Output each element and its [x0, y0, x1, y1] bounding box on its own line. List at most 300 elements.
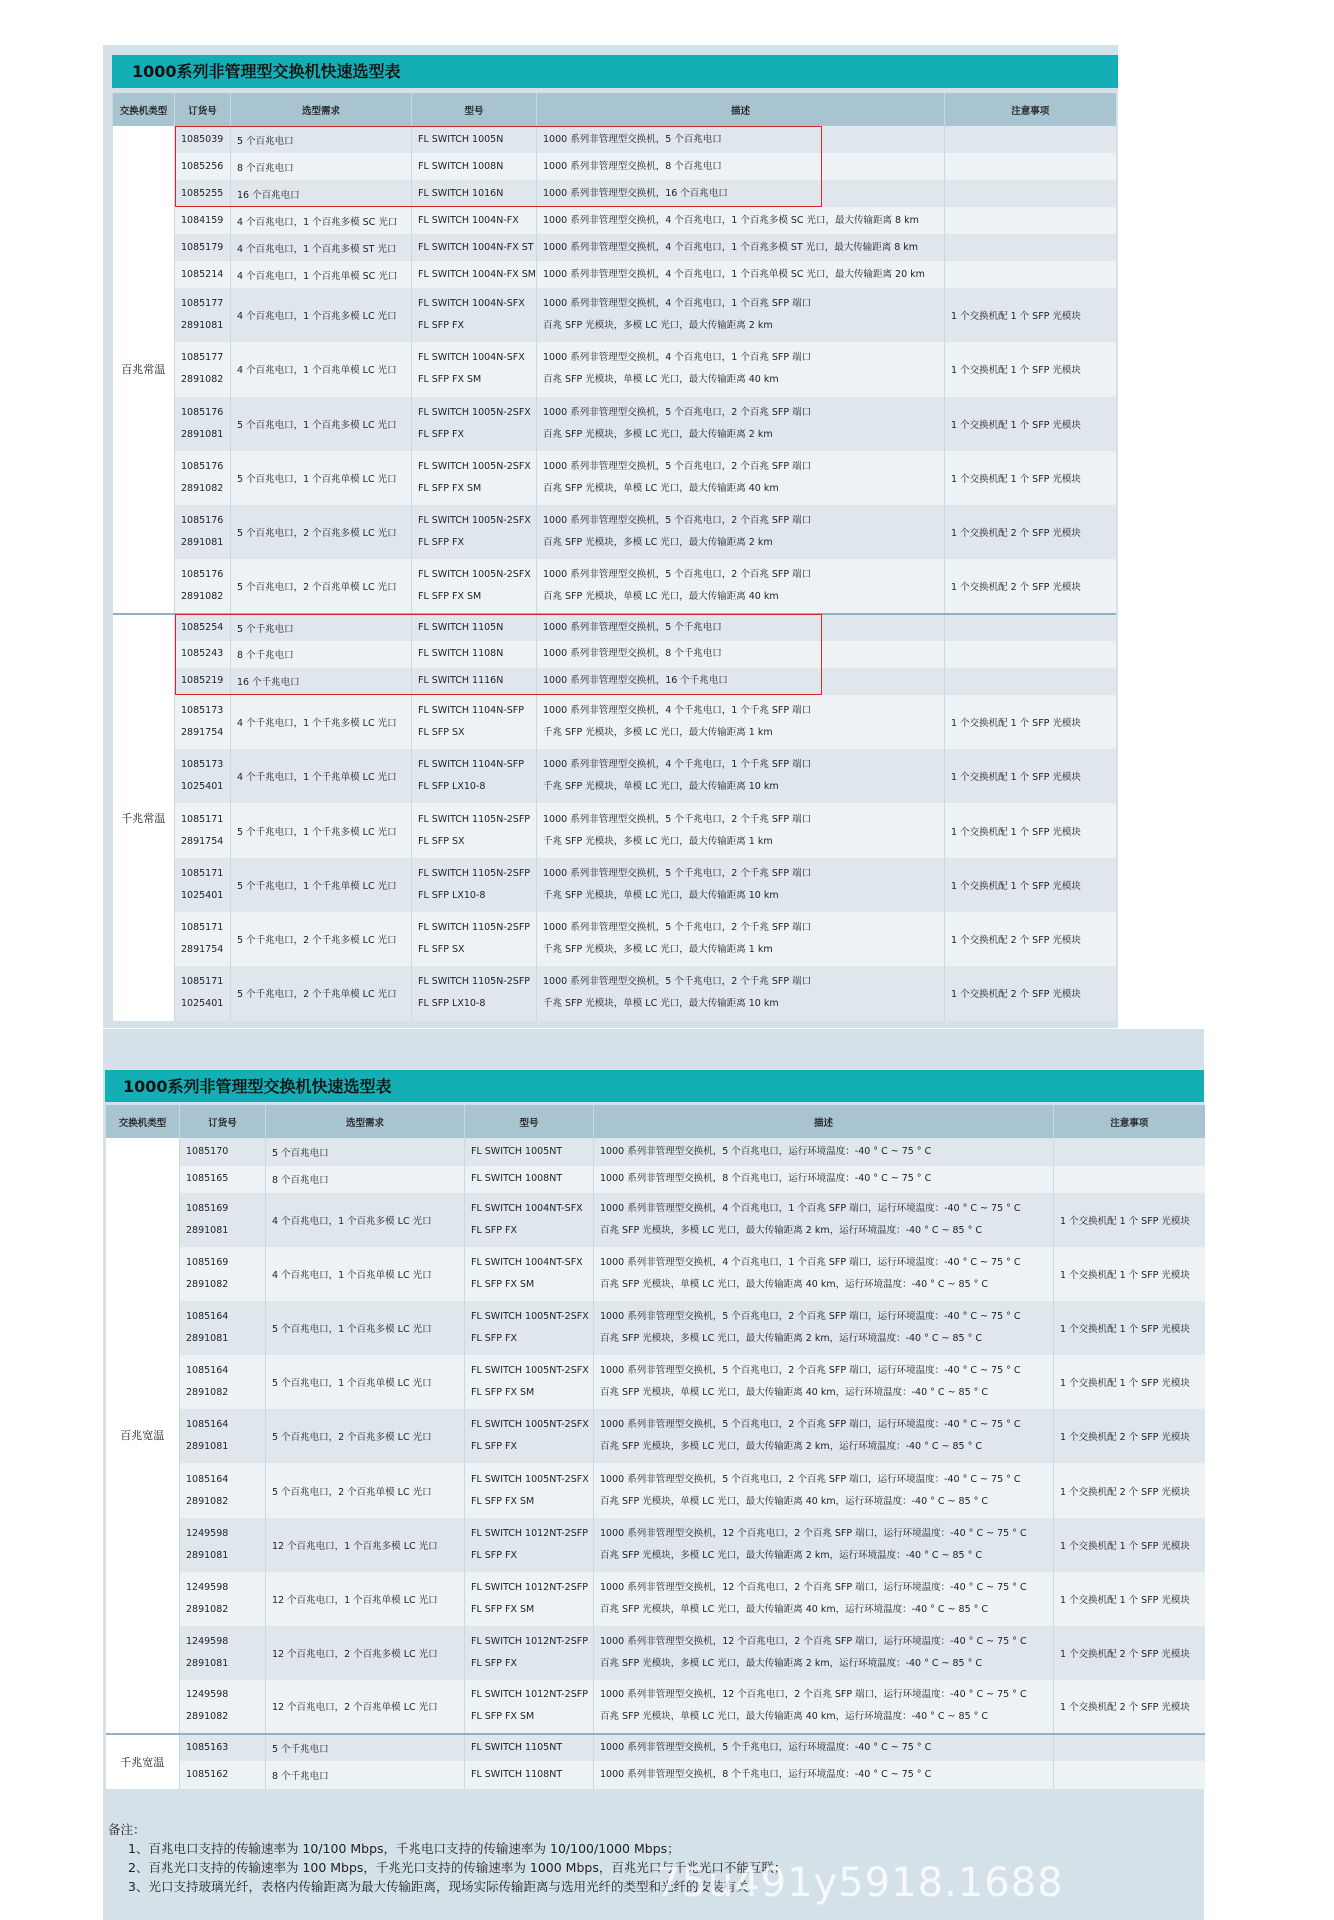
model-line: FL SWITCH 1004NT-SFX: [471, 1257, 583, 1269]
order-number-line: 1085170: [186, 1145, 229, 1157]
order-number: [175, 261, 231, 288]
order-number: [175, 559, 231, 613]
selection-table-panel-2: [103, 1029, 1204, 1920]
order-number: [175, 668, 231, 695]
order-number-line: 1085169: [186, 1257, 229, 1269]
order-number-line: 2891081: [186, 1549, 229, 1561]
description: [594, 1247, 1054, 1301]
description: [537, 912, 945, 966]
order-number-line: 1085163: [186, 1742, 229, 1754]
note: 1 个交换机配 1 个 SFP 光模块: [945, 695, 1116, 749]
order-number-line: 2891082: [186, 1387, 229, 1399]
model-line: FL SFP LX10-8: [418, 889, 486, 901]
description-line: 1000 系列非管理型交换机，5 个百兆电口，2 个百兆 SFP 端口，运行环境温度：-40 ° C ~ 75 ° C: [600, 1473, 1021, 1485]
model: [412, 695, 537, 749]
model-line: FL SWITCH 1005N-2SFX: [418, 461, 531, 473]
model-line: FL SFP SX: [418, 944, 465, 956]
description-line: 百兆 SFP 光模块，多模 LC 光口，最大传输距离 2 km，运行环境温度：-40 ° C ~ 85 ° C: [600, 1225, 983, 1237]
order-number: [175, 397, 231, 451]
description-line: 千兆 SFP 光模块，多模 LC 光口，最大传输距离 1 km: [543, 726, 773, 738]
description: [537, 288, 945, 342]
model-line: FL SFP FX SM: [418, 374, 482, 386]
table-row: [113, 234, 1116, 261]
note: [945, 614, 1116, 641]
model-line: FL SWITCH 1004N-SFX: [418, 298, 525, 310]
description: [537, 749, 945, 803]
model: [412, 153, 537, 180]
order-number-line: 1085171: [181, 813, 224, 825]
order-number: [175, 451, 231, 505]
model-line: FL SWITCH 1005N-2SFX: [418, 569, 531, 581]
note: 1 个交换机配 1 个 SFP 光模块: [945, 397, 1116, 451]
model: [465, 1463, 594, 1517]
order-number-line: 1085164: [186, 1419, 229, 1431]
order-number-line: 1085176: [181, 406, 224, 418]
note: [945, 641, 1116, 668]
model-line: FL SWITCH 1108N: [418, 648, 504, 660]
description-line: 百兆 SFP 光模块，多模 LC 光口，最大传输距离 2 km，运行环境温度：-40 ° C ~ 85 ° C: [600, 1333, 983, 1345]
order-number-line: 1085173: [181, 704, 224, 716]
model-line: FL SFP FX: [471, 1225, 517, 1237]
description-line: 1000 系列非管理型交换机，16 个百兆电口: [543, 187, 728, 199]
order-number-line: 1085177: [181, 298, 224, 310]
model-line: FL SFP FX SM: [471, 1495, 535, 1507]
model: [465, 1138, 594, 1166]
model: [412, 451, 537, 505]
description: [537, 641, 945, 668]
description-line: 百兆 SFP 光模块，多模 LC 光口，最大传输距离 2 km，运行环境温度：-40 ° C ~ 85 ° C: [600, 1657, 983, 1669]
note-item: 3、光口支持玻璃光纤，表格内传输距离为最大传输距离，现场实际传输距离与选用光纤的类型和光纤的安装有关。: [128, 1879, 761, 1894]
model-line: FL SFP FX SM: [471, 1603, 535, 1615]
description-line: 1000 系列非管理型交换机，8 个千兆电口: [543, 648, 722, 660]
order-number-line: 1249598: [186, 1635, 229, 1647]
model: [412, 180, 537, 207]
model-line: FL SWITCH 1005NT: [471, 1145, 563, 1157]
model-line: FL SWITCH 1005N-2SFX: [418, 406, 531, 418]
order-number-line: 2891081: [186, 1225, 229, 1237]
table-row: [113, 126, 1116, 153]
description-line: 千兆 SFP 光模块，单模 LC 光口，最大传输距离 10 km: [543, 781, 779, 793]
order-number: [175, 153, 231, 180]
table-row: [113, 803, 1116, 857]
description-line: 1000 系列非管理型交换机，8 个千兆电口，运行环境温度：-40 ° C ~ 75 ° C: [600, 1769, 932, 1781]
requirement: 5 个千兆电口，1 个千兆单模 LC 光口: [231, 858, 412, 912]
model: [412, 749, 537, 803]
order-number: [175, 614, 231, 641]
requirement: 12 个百兆电口，2 个百兆多模 LC 光口: [266, 1626, 465, 1680]
description-line: 1000 系列非管理型交换机，4 个百兆电口，1 个百兆单模 SC 光口，最大传输距离 20 km: [543, 268, 925, 280]
description-line: 百兆 SFP 光模块，多模 LC 光口，最大传输距离 2 km: [543, 320, 773, 332]
order-number-line: 2891081: [186, 1657, 229, 1669]
order-number: [175, 342, 231, 396]
order-number: [180, 1247, 266, 1301]
selection-table-panel-1: [103, 45, 1118, 1028]
table-row: [113, 966, 1116, 1020]
description-line: 1000 系列非管理型交换机，5 个百兆电口，2 个百兆 SFP 端口: [543, 461, 812, 473]
selection-table: [105, 1105, 1205, 1789]
requirement: 5 个千兆电口，2 个千兆单模 LC 光口: [231, 966, 412, 1020]
requirement: 16 个千兆电口: [231, 668, 412, 695]
model-line: FL SWITCH 1005N: [418, 133, 504, 145]
table-row: [113, 695, 1116, 749]
description: [537, 261, 945, 288]
model: [412, 668, 537, 695]
table-row: [113, 614, 1116, 641]
order-number-line: 2891082: [181, 483, 224, 495]
requirement: 5 个百兆电口，1 个百兆单模 LC 光口: [266, 1355, 465, 1409]
model-line: FL SWITCH 1004N-SFX: [418, 352, 525, 364]
requirement: 8 个千兆电口: [266, 1761, 465, 1789]
note: 1 个交换机配 1 个 SFP 光模块: [1054, 1301, 1205, 1355]
model-line: FL SFP FX: [471, 1333, 517, 1345]
order-number-line: 1025401: [181, 781, 224, 793]
table-row: [113, 668, 1116, 695]
order-number: [175, 641, 231, 668]
note: [1054, 1761, 1205, 1789]
note: 1 个交换机配 2 个 SFP 光模块: [945, 966, 1116, 1020]
model: [412, 207, 537, 234]
requirement: 5 个百兆电口，2 个百兆单模 LC 光口: [266, 1463, 465, 1517]
order-number-line: 1025401: [181, 889, 224, 901]
model-line: FL SWITCH 1004NT-SFX: [471, 1203, 583, 1215]
description-line: 1000 系列非管理型交换机，8 个百兆电口，运行环境温度：-40 ° C ~ 75 ° C: [600, 1173, 932, 1185]
model: [412, 858, 537, 912]
order-number-line: 1085219: [181, 675, 224, 687]
description-line: 百兆 SFP 光模块，单模 LC 光口，最大传输距离 40 km: [543, 591, 779, 603]
model-line: FL SFP LX10-8: [418, 998, 486, 1010]
description: [537, 180, 945, 207]
note: 1 个交换机配 1 个 SFP 光模块: [945, 803, 1116, 857]
description-line: 百兆 SFP 光模块，单模 LC 光口，最大传输距离 40 km，运行环境温度：-40 ° C ~ 85 ° C: [600, 1711, 989, 1723]
requirement: 8 个千兆电口: [231, 641, 412, 668]
model-line: FL SWITCH 1004N-FX SM: [418, 268, 536, 280]
note: 1 个交换机配 1 个 SFP 光模块: [1054, 1572, 1205, 1626]
description-line: 1000 系列非管理型交换机，5 个百兆电口，2 个百兆 SFP 端口: [543, 515, 812, 527]
note: [945, 261, 1116, 288]
requirement: 4 个百兆电口，1 个百兆单模 LC 光口: [266, 1247, 465, 1301]
table-row: [106, 1193, 1205, 1247]
description: [537, 234, 945, 261]
description-line: 1000 系列非管理型交换机，12 个百兆电口，2 个百兆 SFP 端口，运行环境温度：-40 ° C ~ 75 ° C: [600, 1527, 1027, 1539]
order-number: [175, 749, 231, 803]
note: 1 个交换机配 2 个 SFP 光模块: [1054, 1409, 1205, 1463]
order-number: [180, 1463, 266, 1517]
table-row: [113, 451, 1116, 505]
model-line: FL SFP FX SM: [471, 1711, 535, 1723]
header-notes: 注意事项: [1054, 1105, 1205, 1138]
model-line: FL SWITCH 1012NT-2SFP: [471, 1581, 588, 1593]
model: [465, 1301, 594, 1355]
description-line: 1000 系列非管理型交换机，4 个千兆电口，1 个千兆 SFP 端口: [543, 704, 812, 716]
description-line: 百兆 SFP 光模块，多模 LC 光口，最大传输距离 2 km，运行环境温度：-40 ° C ~ 85 ° C: [600, 1549, 983, 1561]
order-number-line: 2891082: [186, 1603, 229, 1615]
requirement: 5 个百兆电口，2 个百兆多模 LC 光口: [231, 505, 412, 559]
order-number: [175, 912, 231, 966]
requirement: 16 个百兆电口: [231, 180, 412, 207]
order-number-line: 1084159: [181, 214, 224, 226]
model: [412, 912, 537, 966]
table-row: [113, 261, 1116, 288]
note: 1 个交换机配 1 个 SFP 光模块: [1054, 1518, 1205, 1572]
order-number-line: 1085243: [181, 648, 224, 660]
model-line: FL SWITCH 1012NT-2SFP: [471, 1689, 588, 1701]
model-line: FL SWITCH 1105N-2SFP: [418, 922, 531, 934]
order-number-line: 1085256: [181, 160, 224, 172]
description-line: 1000 系列非管理型交换机，5 个百兆电口，2 个百兆 SFP 端口: [543, 406, 812, 418]
table-row: [106, 1409, 1205, 1463]
order-number: [180, 1572, 266, 1626]
requirement: 5 个千兆电口: [231, 614, 412, 641]
model-line: FL SWITCH 1005NT-2SFX: [471, 1311, 589, 1323]
table-row: [106, 1518, 1205, 1572]
note: [945, 180, 1116, 207]
switch-type-cell: 百兆宽温: [106, 1138, 180, 1734]
description: [594, 1572, 1054, 1626]
table-row: [113, 180, 1116, 207]
model: [412, 397, 537, 451]
selection-table: [112, 93, 1116, 1021]
table-row: [106, 1761, 1205, 1789]
order-number-line: 2891081: [186, 1441, 229, 1453]
model: [465, 1166, 594, 1194]
order-number: [175, 695, 231, 749]
order-number-line: 1249598: [186, 1581, 229, 1593]
description-line: 千兆 SFP 光模块，单模 LC 光口，最大传输距离 10 km: [543, 998, 779, 1010]
model-line: FL SWITCH 1105NT: [471, 1742, 563, 1754]
model-line: FL SFP FX SM: [471, 1387, 535, 1399]
note: 1 个交换机配 2 个 SFP 光模块: [1054, 1680, 1205, 1734]
model-line: FL SFP LX10-8: [418, 781, 486, 793]
order-number-line: 1085176: [181, 515, 224, 527]
model: [465, 1518, 594, 1572]
description: [594, 1463, 1054, 1517]
model-line: FL SFP FX: [418, 537, 464, 549]
table-row: [113, 505, 1116, 559]
note: 1 个交换机配 2 个 SFP 光模块: [1054, 1463, 1205, 1517]
requirement: 5 个千兆电口，2 个千兆多模 LC 光口: [231, 912, 412, 966]
model-line: FL SWITCH 1004N-FX ST: [418, 241, 534, 253]
note: [945, 153, 1116, 180]
requirement: 4 个百兆电口，1 个百兆单模 SC 光口: [231, 261, 412, 288]
model-line: FL SFP FX SM: [471, 1279, 535, 1291]
header-row: [106, 1105, 1205, 1138]
table-title: 1000系列非管理型交换机快速选型表: [112, 55, 1118, 88]
description-line: 百兆 SFP 光模块，单模 LC 光口，最大传输距离 40 km: [543, 483, 779, 495]
model-line: FL SWITCH 1105N-2SFP: [418, 813, 531, 825]
description-line: 1000 系列非管理型交换机，8 个百兆电口: [543, 160, 722, 172]
description: [594, 1301, 1054, 1355]
model-line: FL SFP SX: [418, 835, 465, 847]
requirement: 5 个百兆电口: [266, 1138, 465, 1166]
description: [594, 1355, 1054, 1409]
model: [465, 1247, 594, 1301]
order-number-line: 1085176: [181, 461, 224, 473]
table-row: [113, 858, 1116, 912]
description: [594, 1761, 1054, 1789]
order-number: [175, 234, 231, 261]
model-line: FL SWITCH 1105N-2SFP: [418, 976, 531, 988]
description-line: 1000 系列非管理型交换机，4 个百兆电口，1 个百兆 SFP 端口，运行环境温度：-40 ° C ~ 75 ° C: [600, 1257, 1021, 1269]
order-number-line: 2891082: [186, 1711, 229, 1723]
note: [1054, 1734, 1205, 1762]
description-line: 1000 系列非管理型交换机，4 个百兆电口，1 个百兆多模 SC 光口，最大传输距离 8 km: [543, 214, 919, 226]
header-model: 型号: [465, 1105, 594, 1138]
description-line: 1000 系列非管理型交换机，5 个千兆电口，2 个千兆 SFP 端口: [543, 922, 812, 934]
description-line: 1000 系列非管理型交换机，5 个百兆电口，2 个百兆 SFP 端口: [543, 569, 812, 581]
order-number-line: 1085254: [181, 621, 224, 633]
note: 1 个交换机配 1 个 SFP 光模块: [945, 451, 1116, 505]
order-number-line: 1085255: [181, 187, 224, 199]
model: [412, 342, 537, 396]
description-line: 百兆 SFP 光模块，单模 LC 光口，最大传输距离 40 km，运行环境温度：-40 ° C ~ 85 ° C: [600, 1495, 989, 1507]
model-line: FL SWITCH 1105N: [418, 621, 504, 633]
switch-type-cell: 百兆常温: [113, 126, 175, 614]
note-item: 1、百兆电口支持的传输速率为 10/100 Mbps，千兆电口支持的传输速率为 10/100/1000 Mbps；: [128, 1841, 680, 1856]
table-row: [113, 641, 1116, 668]
description: [537, 397, 945, 451]
order-number: [175, 288, 231, 342]
model-line: FL SWITCH 1005N-2SFX: [418, 515, 531, 527]
model-line: FL SFP FX: [418, 428, 464, 440]
description-line: 1000 系列非管理型交换机，4 个千兆电口，1 个千兆 SFP 端口: [543, 759, 812, 771]
model: [412, 641, 537, 668]
description: [594, 1193, 1054, 1247]
note: 1 个交换机配 1 个 SFP 光模块: [945, 858, 1116, 912]
order-number-line: 1085165: [186, 1173, 229, 1185]
description-line: 百兆 SFP 光模块，单模 LC 光口，最大传输距离 40 km: [543, 374, 779, 386]
model-line: FL SWITCH 1012NT-2SFP: [471, 1635, 588, 1647]
model: [412, 559, 537, 613]
description-line: 1000 系列非管理型交换机，4 个百兆电口，1 个百兆 SFP 端口: [543, 352, 812, 364]
table-row: [106, 1572, 1205, 1626]
order-number: [180, 1761, 266, 1789]
model-line: FL SFP FX SM: [418, 483, 482, 495]
description-line: 1000 系列非管理型交换机，4 个百兆电口，1 个百兆 SFP 端口: [543, 298, 812, 310]
order-number-line: 2891081: [181, 320, 224, 332]
requirement: 4 个百兆电口，1 个百兆多模 ST 光口: [231, 234, 412, 261]
model: [465, 1409, 594, 1463]
model: [465, 1734, 594, 1762]
note: 1 个交换机配 2 个 SFP 光模块: [945, 559, 1116, 613]
description-line: 1000 系列非管理型交换机，5 个百兆电口，运行环境温度：-40 ° C ~ 75 ° C: [600, 1145, 932, 1157]
model: [465, 1355, 594, 1409]
order-number-line: 2891081: [181, 537, 224, 549]
order-number-line: 2891754: [181, 835, 224, 847]
description: [537, 451, 945, 505]
table-row: [106, 1301, 1205, 1355]
description: [537, 858, 945, 912]
header-order-number: 订货号: [175, 93, 231, 126]
note: [945, 207, 1116, 234]
model: [465, 1761, 594, 1789]
order-number-line: 2891081: [186, 1333, 229, 1345]
order-number-line: 2891082: [186, 1279, 229, 1291]
table-row: [106, 1355, 1205, 1409]
description-line: 1000 系列非管理型交换机，12 个百兆电口，2 个百兆 SFP 端口，运行环境温度：-40 ° C ~ 75 ° C: [600, 1581, 1027, 1593]
table-row: [113, 749, 1116, 803]
order-number: [180, 1193, 266, 1247]
order-number: [180, 1734, 266, 1762]
requirement: 4 个百兆电口，1 个百兆多模 LC 光口: [231, 288, 412, 342]
model: [412, 234, 537, 261]
table-row: [113, 153, 1116, 180]
order-number-line: 1085171: [181, 867, 224, 879]
order-number: [175, 505, 231, 559]
description-line: 1000 系列非管理型交换机，5 个千兆电口: [543, 621, 722, 633]
order-number: [180, 1680, 266, 1734]
model-line: FL SFP SX: [418, 726, 465, 738]
description-line: 1000 系列非管理型交换机，12 个百兆电口，2 个百兆 SFP 端口，运行环境温度：-40 ° C ~ 75 ° C: [600, 1635, 1027, 1647]
model-line: FL SWITCH 1008NT: [471, 1173, 563, 1185]
order-number-line: 2891082: [181, 374, 224, 386]
header-description: 描述: [594, 1105, 1054, 1138]
order-number-line: 1249598: [186, 1527, 229, 1539]
description-line: 1000 系列非管理型交换机，5 个百兆电口，2 个百兆 SFP 端口，运行环境温度：-40 ° C ~ 75 ° C: [600, 1419, 1021, 1431]
requirement: 8 个百兆电口: [231, 153, 412, 180]
order-number: [180, 1355, 266, 1409]
model-line: FL SFP FX: [471, 1441, 517, 1453]
description-line: 1000 系列非管理型交换机，5 个百兆电口: [543, 133, 722, 145]
description-line: 千兆 SFP 光模块，单模 LC 光口，最大传输距离 10 km: [543, 889, 779, 901]
model-line: FL SFP FX: [418, 320, 464, 332]
requirement: 4 个千兆电口，1 个千兆单模 LC 光口: [231, 749, 412, 803]
order-number-line: 2891081: [181, 428, 224, 440]
order-number: [180, 1409, 266, 1463]
header-notes: 注意事项: [945, 93, 1116, 126]
description-line: 1000 系列非管理型交换机，5 个千兆电口，2 个千兆 SFP 端口: [543, 867, 812, 879]
note: 1 个交换机配 1 个 SFP 光模块: [1054, 1193, 1205, 1247]
model-line: FL SWITCH 1008N: [418, 160, 504, 172]
order-number: [180, 1301, 266, 1355]
order-number-line: 1085164: [186, 1473, 229, 1485]
header-model: 型号: [412, 93, 537, 126]
table-row: [113, 207, 1116, 234]
description-line: 1000 系列非管理型交换机，5 个千兆电口，运行环境温度：-40 ° C ~ 75 ° C: [600, 1742, 932, 1754]
requirement: 8 个百兆电口: [266, 1166, 465, 1194]
table-row: [106, 1734, 1205, 1762]
table-row: [113, 912, 1116, 966]
requirement: 4 个百兆电口，1 个百兆多模 SC 光口: [231, 207, 412, 234]
description-line: 1000 系列非管理型交换机，5 个千兆电口，2 个千兆 SFP 端口: [543, 976, 812, 988]
requirement: 5 个百兆电口，2 个百兆多模 LC 光口: [266, 1409, 465, 1463]
order-number: [180, 1518, 266, 1572]
model-line: FL SWITCH 1016N: [418, 187, 504, 199]
model-line: FL SWITCH 1116N: [418, 675, 504, 687]
description: [594, 1518, 1054, 1572]
description: [594, 1680, 1054, 1734]
requirement: 4 个百兆电口，1 个百兆多模 LC 光口: [266, 1193, 465, 1247]
requirement: 5 个百兆电口，1 个百兆多模 LC 光口: [231, 397, 412, 451]
model: [465, 1193, 594, 1247]
description: [537, 342, 945, 396]
model-line: FL SWITCH 1108NT: [471, 1769, 563, 1781]
note: 1 个交换机配 1 个 SFP 光模块: [945, 342, 1116, 396]
description-line: 1000 系列非管理型交换机，5 个千兆电口，2 个千兆 SFP 端口: [543, 813, 812, 825]
note: 1 个交换机配 2 个 SFP 光模块: [945, 505, 1116, 559]
description-line: 百兆 SFP 光模块，单模 LC 光口，最大传输距离 40 km，运行环境温度：-40 ° C ~ 85 ° C: [600, 1387, 989, 1399]
model: [412, 505, 537, 559]
description: [594, 1138, 1054, 1166]
header-requirement: 选型需求: [266, 1105, 465, 1138]
description: [537, 207, 945, 234]
order-number: [175, 858, 231, 912]
table-row: [106, 1138, 1205, 1166]
order-number-line: 2891082: [186, 1495, 229, 1507]
table-row: [106, 1166, 1205, 1194]
note: [1054, 1166, 1205, 1194]
note: [1054, 1138, 1205, 1166]
description-line: 千兆 SFP 光模块，多模 LC 光口，最大传输距离 1 km: [543, 944, 773, 956]
